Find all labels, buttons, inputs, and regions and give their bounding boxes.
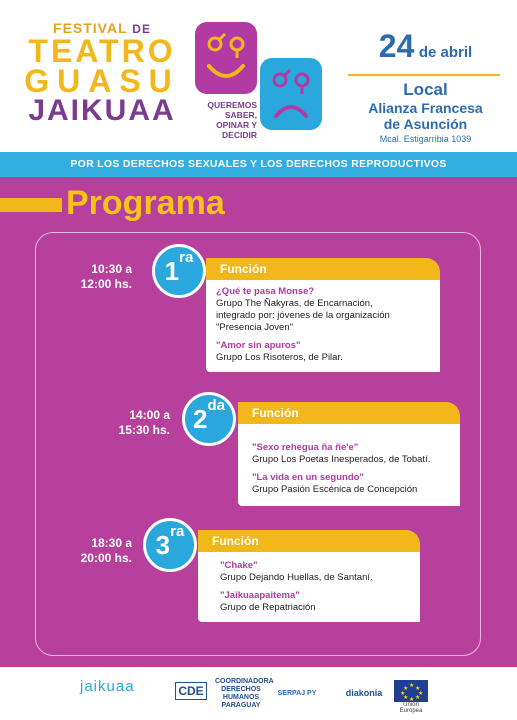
session-1-header: Función [206, 258, 440, 280]
festival-logo [22, 20, 182, 126]
eu-flag-icon: ★ ★ ★ ★ ★ ★ ★ ★ [394, 680, 428, 702]
serpaj-logo: SERPAJ PY [277, 690, 317, 697]
cde-logo: CDE [175, 682, 207, 700]
venue-address: Mcal. Estigarribia 1039 [379, 134, 472, 144]
jaikuaa-word: JAIKUAA [28, 94, 176, 127]
rights-banner: POR LOS DERECHOS SEXUALES Y LOS DERECHOS REPRODUCTIVOS [0, 152, 517, 177]
festival-word: FESTIVAL [53, 20, 128, 36]
play-title: ¿Qué te pasa Monse? [216, 286, 315, 297]
session-2-card: "Sexo rehegua ña ñe'e" Grupo Los Poetas Inesperados, de Tobatí. "La vida en un segundo" Grupo Pasión Escénica de Concepción [238, 424, 460, 506]
session-2-header: Función [238, 402, 460, 424]
date-day: 24 [378, 28, 415, 64]
teatro-word: TEATRO [28, 33, 176, 69]
session-3-badge: $3^{ra}$ [143, 518, 197, 572]
session-3-card: "Chake" Grupo Dejando Huellas, de Santaní. "Jaikuaapaitema" Grupo de Repatriación [198, 552, 420, 622]
sad-face-icon [260, 58, 322, 130]
program-accent-bar [0, 198, 62, 212]
ddhh-logo: COORDINADORA DERECHOS HUMANOS PARAGUAY [215, 678, 274, 709]
venue-label: Local [403, 80, 448, 99]
session-3-time: 18:30 a 20:00 hs. [80, 536, 132, 565]
happy-face-icon [195, 22, 257, 94]
poster-header [0, 0, 517, 152]
venue-name-line-1: Alianza Francesa [368, 100, 483, 116]
eu-logo: ★ ★ ★ ★ ★ ★ ★ ★ Unión Europea [392, 680, 430, 714]
play-title: "Jaikuaapaitema" [220, 590, 300, 601]
play-title: "Amor sin apuros" [216, 340, 301, 351]
session-1-time: 10:30 a 12:00 hs. [80, 262, 132, 291]
guasu-word: GUASU [24, 63, 180, 99]
venue [348, 80, 503, 146]
session-2-time: 14:00 a 15:30 hs. [118, 408, 170, 437]
event-date [348, 28, 503, 65]
date-divider [348, 74, 500, 76]
play-title: "La vida en un segundo" [252, 472, 364, 483]
program-title: Programa [66, 184, 225, 222]
jaikuaa-logo: jaikuaa [80, 678, 135, 695]
de-word: DE [132, 22, 151, 36]
session-1-badge: $1^{ra}$ [152, 244, 206, 298]
diakonia-logo: diakonia [345, 688, 383, 698]
date-month: de abril [418, 44, 473, 61]
play-title: "Sexo rehegua ña ñe'e" [252, 442, 359, 453]
session-1-card: ¿Qué te pasa Monse? Grupo The Ñakyras, de Encarnación, integrado por: jóvenes de la organización "Presencia Joven" "Amor sin apuros" Grupo Los Risoteros, de Pilar. [206, 280, 440, 372]
session-2-badge: $2^{da}$ [182, 392, 236, 446]
session-3-header: Función [198, 530, 420, 552]
play-title: "Chake" [220, 560, 258, 571]
venue-name-line-2: de Asunción [383, 116, 468, 132]
slogan: QUEREMOS SABER, OPINAR Y DECIDIR [207, 100, 257, 140]
